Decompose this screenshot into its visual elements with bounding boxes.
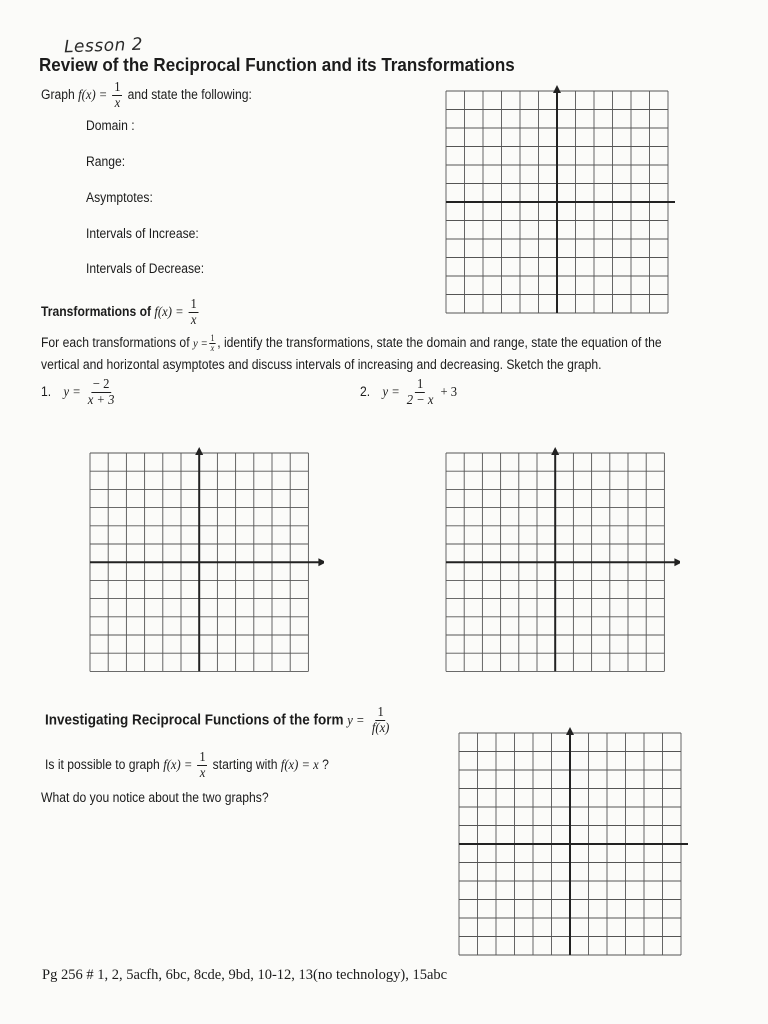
question-prefix: Is it possible to graph — [45, 757, 160, 773]
instructions-fraction — [210, 334, 216, 353]
fraction-denominator: x — [210, 343, 215, 353]
page-title: Review of the Reciprocal Function and its Transformations — [39, 54, 515, 75]
graph-grid-main — [440, 85, 675, 320]
transformations-heading — [41, 297, 200, 328]
fraction-numerator: 1 — [199, 750, 206, 765]
problem-tail: + 3 — [440, 385, 458, 401]
instructions-rest: , identify the transformations, state the domain and range, state the equation of the — [217, 335, 662, 351]
fraction-denominator: 2 − x — [406, 393, 434, 408]
fraction-denominator: x — [199, 766, 206, 781]
y-axis-arrow — [195, 447, 203, 455]
fraction-denominator: x — [190, 313, 197, 328]
property-increase: Intervals of Increase: — [86, 226, 199, 241]
fraction-numerator: 1 — [190, 297, 197, 312]
problem-1 — [41, 377, 118, 408]
homework-assignment: Pg 256 # 1, 2, 5acfh, 6bc, 8cde, 9bd, 10-12, 13(no technology), 15abc — [42, 967, 448, 983]
fraction-numerator: 1 — [114, 80, 121, 95]
graph-grid-problem-2 — [440, 447, 680, 682]
lesson-label: Lesson 2 — [63, 34, 144, 58]
y-axis-arrow — [553, 85, 561, 93]
property-domain: Domain : — [86, 118, 135, 133]
transformations-fraction — [189, 297, 199, 328]
graph-grid-investigating — [453, 727, 688, 962]
fraction-numerator: 1 — [377, 705, 384, 720]
problem-fraction — [405, 377, 435, 408]
problem-lhs: y = — [382, 385, 400, 401]
investigating-fraction — [370, 705, 391, 736]
instructions-fn: y = — [192, 336, 208, 351]
problem-number: 1. — [41, 384, 52, 400]
property-decrease: Intervals of Decrease: — [86, 261, 205, 276]
investigating-heading-text: Investigating Reciprocal Functions of the form — [45, 711, 344, 729]
transformations-heading-text: Transformations of — [41, 304, 152, 320]
notice-question: What do you notice about the two graphs? — [41, 790, 269, 805]
investigating-heading — [45, 705, 393, 736]
question-fn2: f(x) = x — [280, 758, 319, 774]
problem-number: 2. — [360, 384, 371, 400]
graph-instruction — [41, 80, 252, 111]
y-axis-arrow — [551, 447, 559, 455]
graph-prefix: Graph — [41, 87, 75, 103]
fraction-numerator: − 2 — [92, 377, 110, 392]
question-fn: f(x) = — [163, 758, 193, 774]
fraction-numerator: 1 — [416, 377, 424, 392]
fraction-denominator: f(x) — [371, 721, 390, 736]
fraction-denominator: x — [114, 96, 121, 111]
problem-lhs: y = — [63, 385, 81, 401]
investigating-question — [45, 750, 329, 781]
y-axis-arrow — [566, 727, 574, 735]
fraction-denominator: x + 3 — [87, 393, 115, 408]
question-middle: starting with — [212, 757, 278, 773]
property-range: Range: — [86, 154, 126, 169]
property-asymptotes: Asymptotes: — [86, 190, 153, 205]
x-axis-arrow — [674, 558, 680, 566]
problem-2 — [360, 377, 457, 408]
graph-grid-problem-1 — [84, 447, 324, 682]
question-end: ? — [322, 757, 329, 773]
instructions-line-2: vertical and horizontal asymptotes and discuss intervals of increasing and decreasing. Sketch the graph. — [41, 357, 602, 372]
problem-fraction — [86, 377, 116, 408]
function-name: f(x) = — [78, 88, 108, 104]
transformations-fn: f(x) = — [154, 305, 184, 321]
investigating-lhs: y = — [347, 713, 365, 729]
instructions-line-1 — [41, 334, 662, 353]
fraction-numerator: 1 — [210, 333, 215, 343]
fraction-one-over-x — [112, 80, 122, 111]
x-axis-arrow — [318, 558, 324, 566]
question-fraction — [198, 750, 208, 781]
instructions-prefix: For each transformations of — [41, 335, 190, 351]
graph-suffix: and state the following: — [127, 87, 252, 103]
